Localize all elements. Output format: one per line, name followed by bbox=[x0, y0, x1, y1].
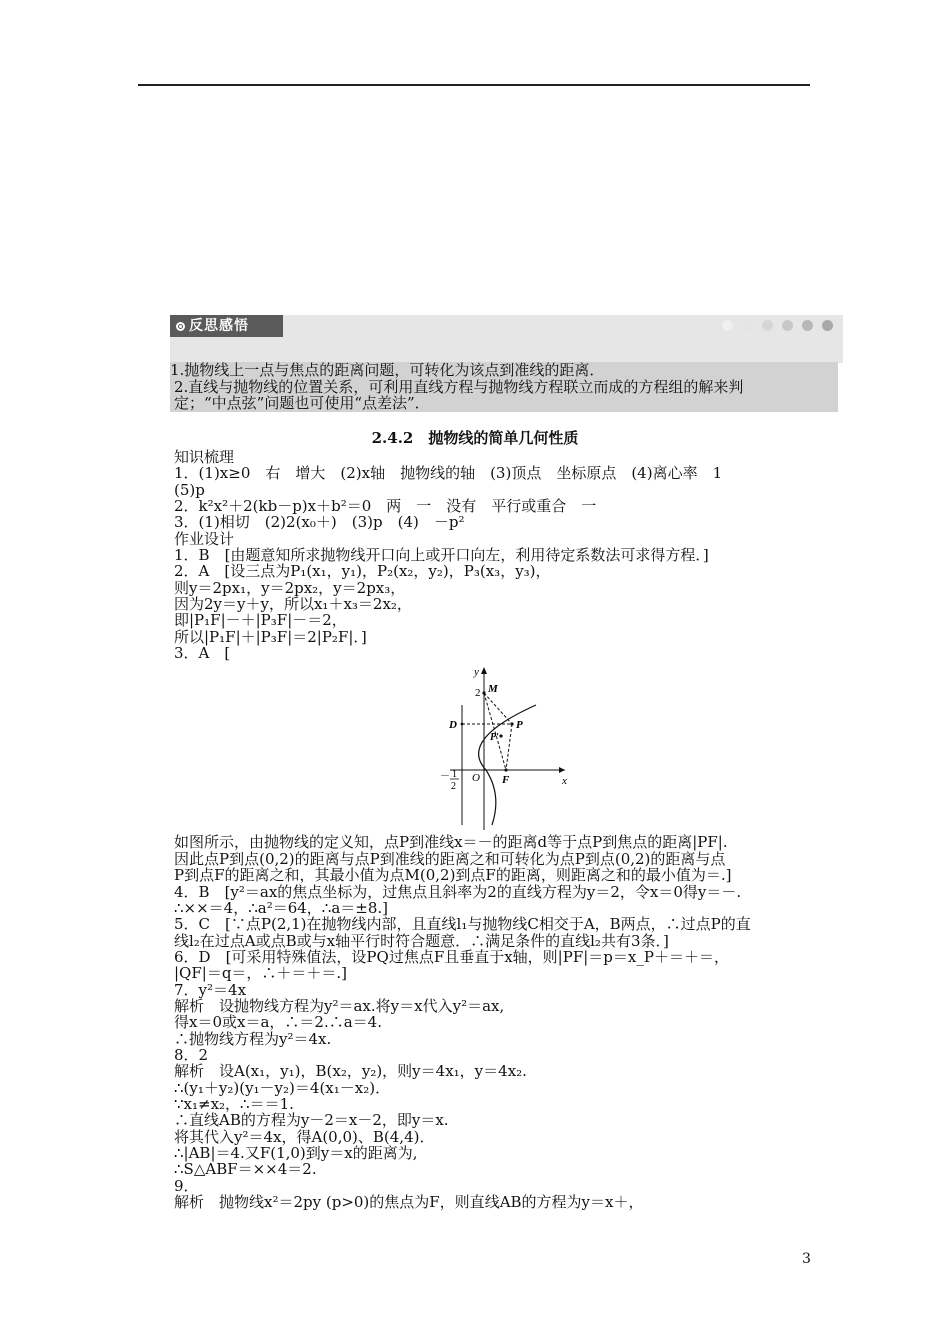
point-p-prime bbox=[499, 735, 502, 738]
x-axis-arrow-icon bbox=[559, 767, 565, 773]
text-line: 解析 抛物线x²＝2py (p>0)的焦点为F，则直线AB的方程为y＝x＋， bbox=[174, 1193, 644, 1212]
answer-content bbox=[174, 449, 814, 1210]
label-y: y bbox=[474, 666, 479, 679]
circle-bullet-icon bbox=[176, 322, 185, 331]
page-number: 3 bbox=[802, 1251, 811, 1267]
banner-tab bbox=[170, 315, 283, 337]
decorative-dots bbox=[722, 320, 833, 331]
text-line: 1．(1)x≥0 右 增大 (2)x轴 抛物线的轴 (3)顶点 坐标原点 (4)离心率 1 bbox=[174, 464, 723, 483]
text-line: 即|P₁F|－＋|P₃F|－＝2， bbox=[174, 611, 347, 630]
reflection-line: 1.抛物线上一点与焦点的距离问题，可转化为该点到准线的距离． bbox=[170, 361, 605, 379]
reflection-line: 定；“中点弦”问题也可使用“点差法”． bbox=[174, 394, 430, 412]
dot-icon bbox=[762, 320, 773, 331]
parabola-figure bbox=[438, 665, 814, 832]
text-line: ∴××＝4，∴a²＝64，∴a＝±8.] bbox=[174, 898, 389, 917]
text-line: ∴(y₁＋y₂)(y₁－y₂)＝4(x₁－x₂)． bbox=[174, 1078, 391, 1097]
text-line: 2．A [设三点为P₁(x₁，y₁)，P₂(x₂，y₂)，P₃(x₃，y₃)， bbox=[174, 562, 551, 581]
dot-icon bbox=[742, 320, 753, 331]
text-line: 因为2y＝y＋y，所以x₁＋x₃＝2x₂， bbox=[174, 595, 412, 614]
reflection-box bbox=[170, 362, 838, 412]
point-p bbox=[510, 723, 513, 726]
text-line: 作业设计 bbox=[174, 529, 235, 548]
text-line: ∴直线AB的方程为y－2＝x－2，即y＝x. bbox=[174, 1111, 449, 1130]
text-line: 4．B [y²＝ax的焦点坐标为，过焦点且斜率为2的直线方程为y＝2，令x＝0得y＝－. bbox=[174, 882, 742, 901]
text-line: 9． bbox=[174, 1176, 199, 1195]
text-line: ∴|AB|＝4.又F(1,0)到y＝x的距离为, bbox=[174, 1144, 418, 1162]
banner-bar bbox=[170, 337, 843, 363]
label-m: M bbox=[488, 683, 498, 696]
text-line: ∵x₁≠x₂，∴＝＝1. bbox=[174, 1094, 294, 1113]
text-line: ∴抛物线方程为y²＝4x. bbox=[174, 1029, 332, 1048]
text-line: 得x＝0或x＝a，∴＝2.∴a＝4. bbox=[174, 1013, 382, 1032]
section-title: 2.4.2 抛物线的简单几何性质 bbox=[371, 429, 579, 447]
text-line: P到点F的距离之和，其最小值为点M(0,2)到点F的距离，则距离之和的最小值为＝.] bbox=[174, 866, 732, 885]
parabola-diagram bbox=[438, 665, 568, 832]
banner-title: 反思感悟 bbox=[189, 318, 249, 334]
point-m bbox=[482, 692, 485, 695]
point-d bbox=[461, 723, 464, 726]
text-line: 将其代入y²＝4x，得A(0,0)、B(4,4)． bbox=[174, 1127, 435, 1146]
text-line: 如图所示，由抛物线的定义知，点P到准线x＝－的距离d等于点P到焦点的距离|PF|. bbox=[174, 833, 728, 852]
text-line: 知识梳理 bbox=[174, 448, 235, 466]
dot-icon bbox=[802, 320, 813, 331]
label-f: F bbox=[502, 774, 510, 787]
text-line: 线l₂在过点A或点B或与x轴平行时符合题意．∴满足条件的直线l₂共有3条．] bbox=[174, 931, 669, 950]
reflection-line: 2.直线与抛物线的位置关系，可利用直线方程与抛物线方程联立而成的方程组的解来判 bbox=[174, 377, 744, 396]
label-x: x bbox=[562, 775, 567, 788]
text-line: 1．B [由题意知所求抛物线开口向上或开口向左，利用待定系数法可求得方程．] bbox=[174, 546, 709, 565]
top-rule bbox=[138, 84, 810, 86]
reflection-banner bbox=[170, 315, 843, 337]
text-line: ∴S△ABF＝××4＝2. bbox=[174, 1160, 317, 1179]
dot-icon bbox=[722, 320, 733, 331]
text-line: 解析 设A(x₁，y₁)，B(x₂，y₂)，则y＝4x₁，y＝4x₂. bbox=[174, 1062, 527, 1081]
text-line: 3．A [ bbox=[174, 644, 231, 663]
label-d: D bbox=[449, 719, 457, 732]
text-line: 6．D [可采用特殊值法，设PQ过焦点F且垂直于x轴，则|PF|＝p＝x_P＋＝＋＝， bbox=[174, 947, 729, 966]
text-line: 解析 设抛物线方程为y²＝ax.将y＝x代入y²＝ax, bbox=[174, 996, 505, 1015]
dot-icon bbox=[782, 320, 793, 331]
text-line: 5．C [∵点P(2,1)在抛物线内部，且直线l₁与抛物线C相交于A，B两点，∴过点P的直 bbox=[174, 915, 751, 934]
label-half-numerator: 1 bbox=[452, 769, 457, 781]
label-p-prime: P′ bbox=[490, 732, 499, 744]
label-half-denominator: 2 bbox=[451, 781, 456, 793]
text-line: 8．2 bbox=[174, 1045, 209, 1064]
text-line: 7．y²＝4x bbox=[174, 980, 247, 999]
point-f bbox=[504, 769, 507, 772]
label-o: O bbox=[472, 772, 480, 785]
label-2: 2 bbox=[475, 687, 481, 700]
text-line: 所以|P₁F|＋|P₃F|＝2|P₂F|．] bbox=[174, 627, 367, 646]
text-line: 则y＝2px₁，y＝2px₂，y＝2px₃， bbox=[174, 578, 406, 597]
text-line: |QF|＝q＝，∴＋＝＋＝.] bbox=[174, 964, 348, 983]
text-line: (5)p bbox=[174, 480, 205, 499]
text-line: 3．(1)相切 (2)2(x₀＋) (3)p (4) －p² bbox=[174, 513, 465, 532]
parabola-curve bbox=[479, 705, 536, 825]
label-p: P bbox=[516, 719, 523, 732]
y-axis-arrow-icon bbox=[481, 667, 487, 674]
dot-icon bbox=[822, 320, 833, 331]
text-line: 因此点P到点(0,2)的距离与点P到准线的距离之和可转化为点P到点(0,2)的距离与点 bbox=[174, 849, 726, 868]
label-minus: － bbox=[440, 771, 450, 783]
dashed-line-pf bbox=[506, 724, 512, 770]
text-line: 2．k²x²＋2(kb－p)x＋b²＝0 两 一 没有 平行或重合 一 bbox=[174, 497, 597, 516]
